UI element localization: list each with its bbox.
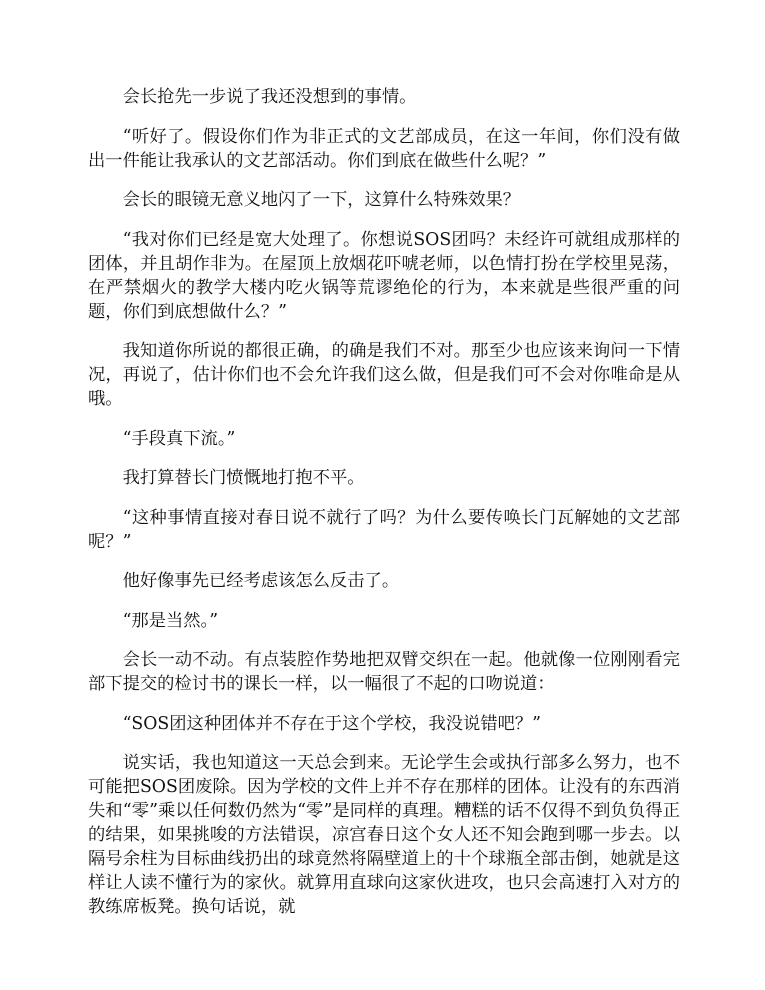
paragraph: 会长的眼镜无意义地闪了一下，这算什么特殊效果？ [122, 190, 521, 210]
paragraph: 我知道你所说的都很正确，的确是我们不对。那至少也应该来询问一下情况，再说了，估计你们也不会允许我们这么做，但是我们可不会对你唯命是从哦。 [88, 341, 680, 409]
paragraph: “手段真下流。” [122, 428, 236, 449]
paragraph: 会长一动不动。有点装腔作势地把双臂交织在一起。他就像一位刚刚看完部下提交的检讨书的课长一样，以一幅很了不起的口吻说道： [88, 650, 680, 694]
paragraph: “那是当然。” [122, 610, 219, 631]
paragraph: “SOS团这种团体并不存在于这个学校，我没说错吧？” [122, 713, 542, 734]
paragraph: 说实话，我也知道这一天总会到来。无论学生会或执行部多么努力，也不可能把SOS团废除。因为学校的文件上并不存在那样的团体。让没有的东西消失和“零”乘以任何数仍然为“零”是同样的真理。糟糕的话不仅得不到负负得正的结果，如果挑唆的方法错误，凉宫春日这个女人还不知会跑到哪一步去。以隔号余柱为目标曲线扔出的球竟然将隔壁道上的十个球瓶全部击倒，她就是这样让人读不懂行为的家伙。就算用直球向这家伙进攻，也只会高速打入对方的教练席板凳。换句话说，就 [88, 753, 680, 917]
paragraph: 会长抢先一步说了我还没想到的事情。 [122, 87, 417, 107]
paragraph: “我对你们已经是宽大处理了。你想说SOS团吗？未经许可就组成那样的团体，并且胡作非为。在屋顶上放烟花吓唬老师，以色情打扮在学校里晃荡，在严禁烟火的教学大楼内吃火锅等荒谬绝伦的行为，本来就是些很严重的问题，你们到底想做什么？” [88, 229, 680, 322]
paragraph: 他好像事先已经考虑该怎么反击了。 [122, 571, 400, 591]
document-page [88, 85, 680, 935]
paragraph: 我打算替长门愤慨地打抱不平。 [122, 468, 365, 488]
paragraph: “这种事情直接对春日说不就行了吗？为什么要传唤长门瓦解她的文艺部呢？” [88, 507, 680, 552]
paragraph: “听好了。假设你们作为非正式的文艺部成员，在这一年间，你们没有做出一件能让我承认的文艺部活动。你们到底在做些什么呢？” [88, 126, 680, 171]
